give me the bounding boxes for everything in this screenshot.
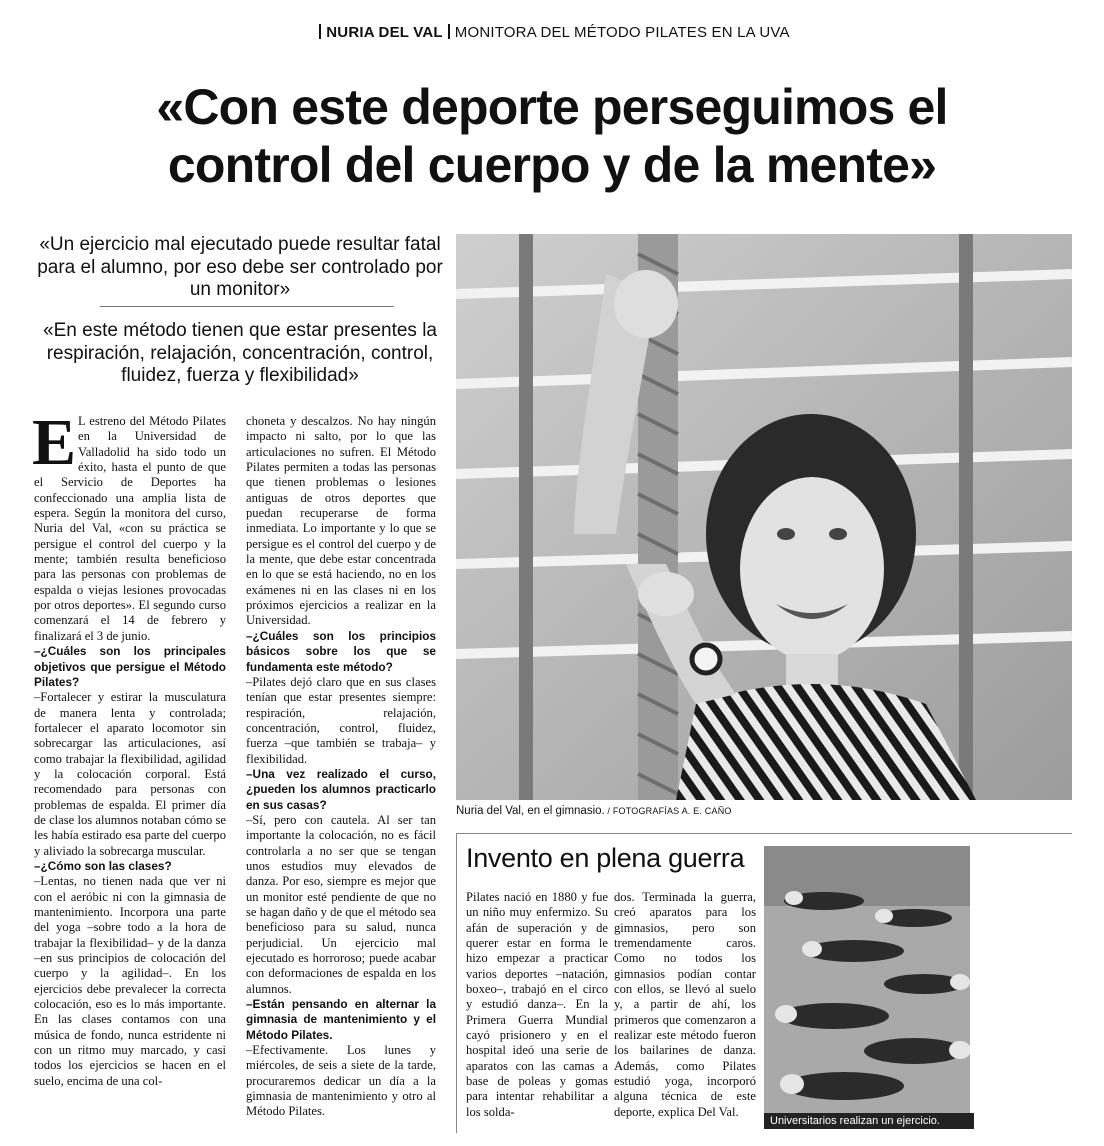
sidebar-left-rule xyxy=(456,833,457,1133)
article-paragraph: –Sí, pero con cautela. Al ser tan importante la colocación, no es fácil controlarla a no ser que se tengan unos estudios muy elevados de danza. Por eso, siempre es mejor que un monitor esté pendiente de que no se hagan daño y de que el método sea beneficioso para su salud, nunca perjudicial. Un ejercicio mal ejecutado es horroroso; puede acabar con deformaciones de espalda en los alumnos. xyxy=(246,812,436,996)
article-paragraph: –Pilates dejó claro que en sus clases tenían que estar presentes siempre: respiración, relajación, concentración, control, fluidez, fuerza –que también se trabaja– y flexibilidad. xyxy=(246,674,436,766)
article-column-2 xyxy=(246,414,436,1120)
headline-line-1: «Con este deporte perseguimos el xyxy=(156,79,948,135)
portrait-photo-illustration xyxy=(456,234,1072,800)
photo-caption xyxy=(456,803,732,819)
article-paragraph: –Efectivamente. Los lunes y miércoles, de seis a siete de la tarde, procuraremos dedicar un día a la gimnasia de mantenimiento y otro al Método Pilates. xyxy=(246,1043,436,1119)
pullquote-2: «En este método tienen que estar presentes la respiración, relajación, concentración, control, fluidez, fuerza y flexibilidad» xyxy=(43,320,437,386)
drop-cap xyxy=(32,406,77,479)
interview-question: –Están pensando en alternar la gimnasia de mantenimiento y el Método Pilates. xyxy=(246,997,436,1042)
kicker-role: MONITORA DEL MÉTODO PILATES EN LA UVA xyxy=(454,24,790,41)
kicker-separator xyxy=(448,24,450,39)
sidebar-photo xyxy=(764,846,970,1129)
sidebar-title: Invento en plena guerra xyxy=(466,843,745,873)
sidebar-top-rule xyxy=(456,833,1072,834)
sidebar-column-2: dos. Terminada la guerra, creó aparatos para los gimnasios, pero son tremendamente caros. Como no todos los gimnasios podían contar con ellos, se llevó al suelo y, a partir de ahí, los primeros que comenzaron a realizar este método fueron los bailarines de danza. Además, como Pilates estudió yoga, incorporó alguna técnica de este deporte, explica Del Val. xyxy=(614,890,756,1119)
interview-question: –Una vez realizado el curso, ¿pueden los alumnos practicarlo en sus casas? xyxy=(246,766,436,812)
headline xyxy=(40,78,1064,194)
photo-credit: / FOTOGRAFÍAS A. E. CAÑO xyxy=(604,806,732,816)
headline-line-2: control del cuerpo y de la mente» xyxy=(167,137,937,193)
photo-caption-text: Nuria del Val, en el gimnasio. xyxy=(456,805,605,817)
interview-question: –¿Cómo son las clases? xyxy=(34,858,172,873)
kicker xyxy=(0,22,1104,44)
interview-question: –¿Cuáles son los principios básicos sobre los que se fundamenta este método? xyxy=(246,628,436,674)
article-paragraph: choneta y descalzos. No hay ningún impacto ni salto, por lo que las articulaciones no sufren. El Método Pilates permiten a todas las personas que tienen problemas o lesiones antiguas de otros deportes que puedan recuperarse de forma inmediata. Lo importante y lo que se persigue es el control del cuerpo y de la mente, que debe estar concentrada en lo que se está haciendo, no en los exámenes ni en las clases ni en los próximos ejercicios a realizar en la Universidad. xyxy=(246,414,436,628)
pullquote-divider xyxy=(100,306,394,307)
sidebar-photo-caption: Universitarios realizan un ejercicio. xyxy=(764,1113,974,1129)
article-column-1 xyxy=(32,406,226,1089)
kicker-bar xyxy=(319,24,321,39)
sidebar-column-1: Pilates nació en 1880 y fue un niño muy enfermizo. Su afán de superación y de querer estar en forma le hizo empezar a practicar varios deportes –natación, boxeo–, trabajó en el circo y estudió danza–. En la Primera Guerra Mundial cayó prisionero y en el hospital ideó una serie de aparatos con las camas a base de poleas y gomas para intentar rehabilitar a los solda- xyxy=(466,890,608,1119)
interview-question: –¿Cuáles son los principales objetivos que persigue el Método Pilates? xyxy=(34,644,226,689)
exercise-class-photo-illustration xyxy=(764,846,970,1129)
drop-cap-letter: E xyxy=(32,406,77,479)
main-photo xyxy=(456,234,1072,800)
kicker-name: NURIA DEL VAL xyxy=(326,24,443,41)
article-paragraph: L estreno del Método Pilates en la Universidad de Valladolid ha sido todo un éxito, hasta el punto de que el Servicio de Deportes ha confeccionado una amplia lista de espera. Según la monitora del curso, Nuria del Val, «con su práctica se persigue el control del cuerpo y la mente; también resulta beneficioso para las personas con problemas de espalda o viejas lesiones provocadas por otros deportes». El segundo curso comenzará el 14 de febrero y finalizará el 3 de junio. xyxy=(34,414,226,643)
article-paragraph: –Lentas, no tienen nada que ver ni con el aeróbic ni con la gimnasia de mantenimiento. Incorpora una parte del yoga –sobre todo a la hora de trabajar la flexibilidad– y de la danza –en sus principios de colocación del cuerpo y la agilidad–. En los ejercicios debe prevalecer la correcta colocación, eso es lo más importante. En las clases contamos con una música de fondo, nunca estridente ni con un ritmo muy marcado, y casi todos los ejercicios se hacen en el suelo, encima de una col- xyxy=(34,874,226,1088)
article-paragraph: –Fortalecer y estirar la musculatura de manera lenta y controlada; fortalecer el aparato locomotor sin sobrecargar las articulaciones, así como trabajar la flexibilidad, agilidad y la colocación corporal. Está recomendado para personas con problemas de espalda. El primer día de clase los alumnos notaban cómo se les había estirado esa parte del cuerpo y aliviado la sobrecarga muscular. xyxy=(34,690,226,858)
pullquote-1: «Un ejercicio mal ejecutado puede resultar fatal para el alumno, por eso debe ser controlado por un monitor» xyxy=(37,234,443,300)
